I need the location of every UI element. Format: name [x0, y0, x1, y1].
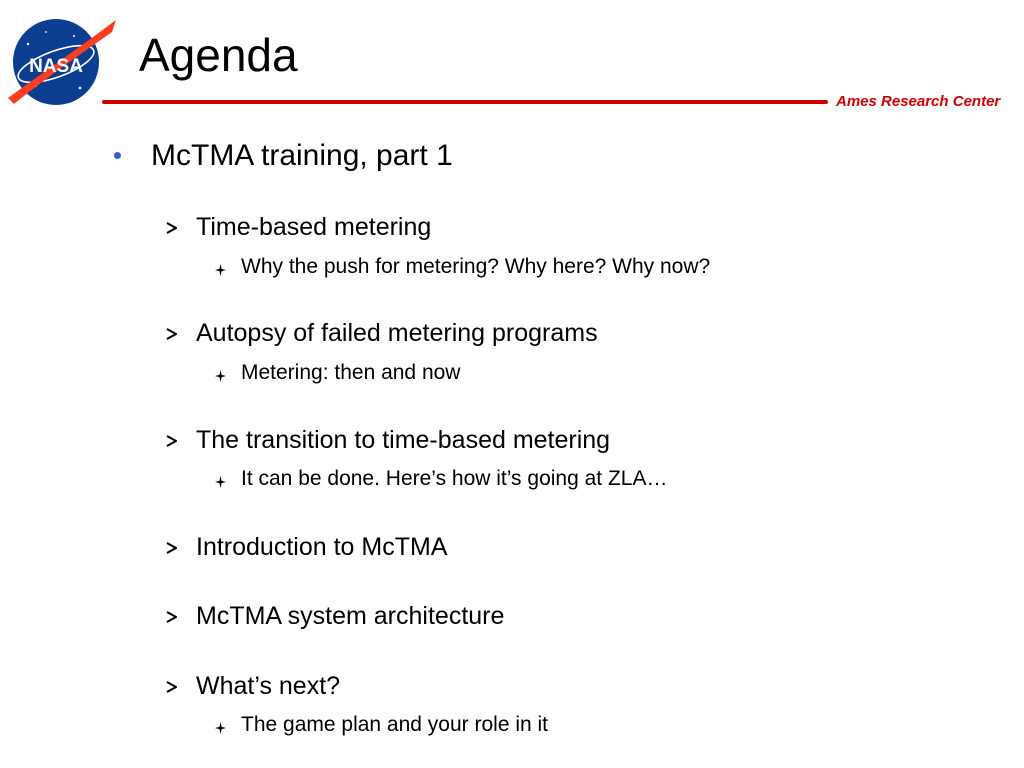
- chevron-right-icon: [166, 435, 177, 447]
- nasa-logo-text: NASA: [29, 56, 83, 77]
- agenda-main-item: McTMA training, part 1: [151, 139, 453, 172]
- sparkle-bullet-icon: [215, 722, 226, 734]
- agenda-subitem: The game plan and your role in it: [241, 713, 549, 736]
- chevron-right-icon: [166, 681, 177, 693]
- page-title: Agenda: [139, 29, 298, 81]
- chevron-right-icon: [166, 328, 177, 340]
- agenda-section: Autopsy of failed metering programs: [196, 319, 598, 347]
- center-label: Ames Research Center: [836, 93, 1001, 110]
- agenda-section: Time-based metering: [196, 213, 432, 241]
- title-divider: [102, 100, 828, 104]
- sparkle-bullet-icon: [215, 476, 226, 488]
- agenda-subitem: Why the push for metering? Why here? Why now?: [241, 255, 711, 278]
- chevron-right-icon: [166, 542, 177, 554]
- bullet-icon: [114, 152, 121, 159]
- sparkle-bullet-icon: [215, 370, 226, 382]
- agenda-subitem: It can be done. Here’s how it’s going at ZLA…: [241, 467, 668, 490]
- agenda-section: Introduction to McTMA: [196, 533, 448, 561]
- chevron-right-icon: [166, 611, 177, 623]
- agenda-section: The transition to time-based metering: [196, 426, 611, 454]
- nasa-logo: [6, 14, 118, 106]
- agenda-section: What’s next?: [196, 672, 341, 700]
- sparkle-bullet-icon: [215, 264, 226, 276]
- agenda-subitem: Metering: then and now: [241, 361, 461, 384]
- chevron-right-icon: [166, 222, 177, 234]
- agenda-section: McTMA system architecture: [196, 602, 505, 630]
